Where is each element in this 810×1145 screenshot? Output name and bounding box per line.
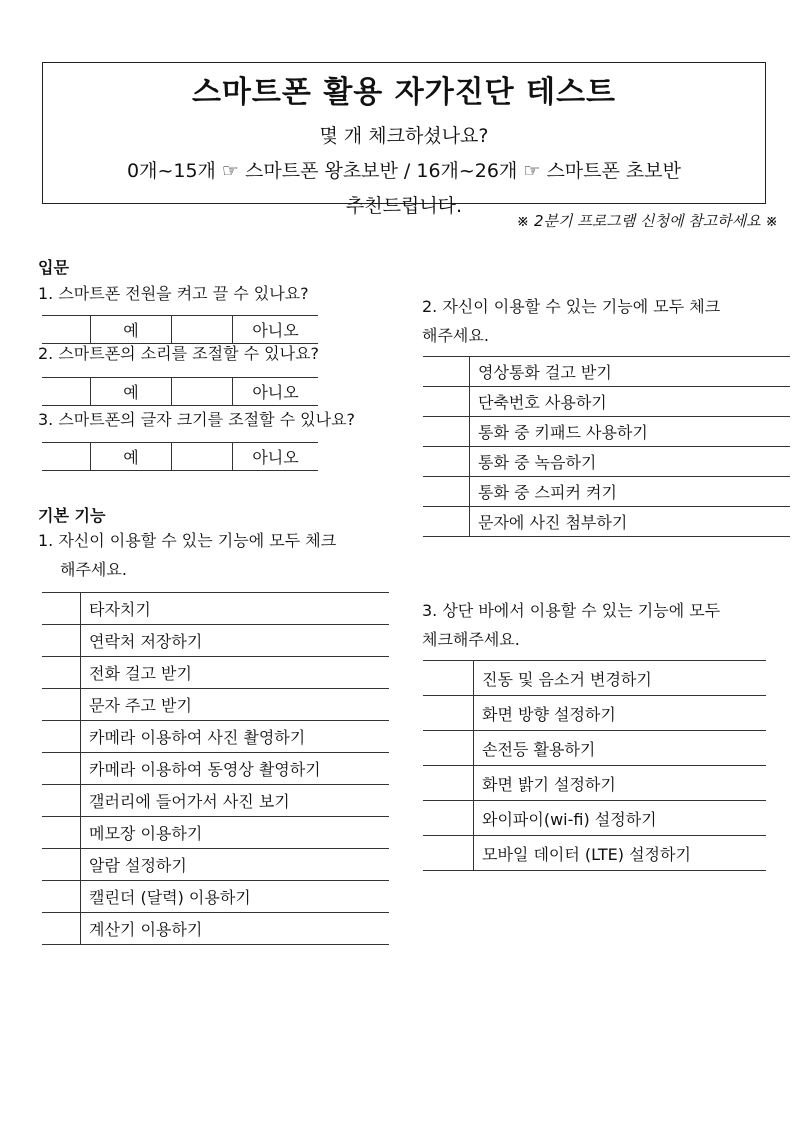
- check-cell[interactable]: [423, 696, 474, 731]
- checklist-item: 갤러리에 들어가서 사진 보기: [81, 785, 390, 817]
- checklist-item: 통화 중 키패드 사용하기: [470, 417, 791, 447]
- checklist-item: 모바일 데이터 (LTE) 설정하기: [474, 836, 767, 871]
- check-cell[interactable]: [423, 766, 474, 801]
- checklist-item: 메모장 이용하기: [81, 817, 390, 849]
- checklist-item: 카메라 이용하여 동영상 촬영하기: [81, 753, 390, 785]
- checklist-item: 통화 중 녹음하기: [470, 447, 791, 477]
- check-cell[interactable]: [423, 447, 470, 477]
- checklist-item: 와이파이(wi-fi) 설정하기: [474, 801, 767, 836]
- checklist-item: 알람 설정하기: [81, 849, 390, 881]
- no-label: 아니오: [233, 316, 319, 344]
- checklist-item: 손전등 활용하기: [474, 731, 767, 766]
- header-question: 몇 개 체크하셨나요?: [319, 125, 489, 147]
- intro-answer-table-2: [42, 377, 318, 406]
- right-question-2-cont: 해주세요.: [422, 326, 489, 345]
- check-cell[interactable]: [42, 849, 81, 881]
- check-cell[interactable]: [423, 661, 474, 696]
- check-cell[interactable]: [42, 753, 81, 785]
- check-cell[interactable]: [423, 387, 470, 417]
- right-question-3: 3. 상단 바에서 이용할 수 있는 기능에 모두: [422, 601, 721, 620]
- check-cell[interactable]: [423, 507, 470, 537]
- basic-checklist: [42, 592, 389, 945]
- basic-question-1: 1. 자신이 이용할 수 있는 기능에 모두 체크: [38, 531, 337, 550]
- checklist-item: 통화 중 스피커 켜기: [470, 477, 791, 507]
- check-cell[interactable]: [423, 477, 470, 507]
- basic-section-title: 기본 기능: [38, 506, 106, 525]
- checklist-item: 단축번호 사용하기: [470, 387, 791, 417]
- checklist-item: 연락처 저장하기: [81, 625, 390, 657]
- checklist-item: 계산기 이용하기: [81, 913, 390, 945]
- check-cell[interactable]: [423, 417, 470, 447]
- basic-question-1-cont: 해주세요.: [60, 560, 127, 579]
- checklist-item: 화면 방향 설정하기: [474, 696, 767, 731]
- intro-question-3: 3. 스마트폰의 글자 크기를 조절할 수 있나요?: [38, 410, 356, 429]
- check-cell[interactable]: [42, 913, 81, 945]
- no-check-cell[interactable]: [172, 443, 233, 471]
- no-check-cell[interactable]: [172, 378, 233, 406]
- checklist-item: 캘린더 (달력) 이용하기: [81, 881, 390, 913]
- yes-label: 예: [91, 378, 172, 406]
- check-cell[interactable]: [423, 731, 474, 766]
- right-question-3-cont: 체크해주세요.: [422, 630, 520, 649]
- yes-label: 예: [91, 316, 172, 344]
- header-recommend: 추천드립니다.: [345, 195, 463, 217]
- check-cell[interactable]: [42, 593, 81, 625]
- check-cell[interactable]: [42, 689, 81, 721]
- no-label: 아니오: [233, 378, 319, 406]
- intro-question-2: 2. 스마트폰의 소리를 조절할 수 있나요?: [38, 344, 320, 363]
- checklist-item: 문자 주고 받기: [81, 689, 390, 721]
- yes-label: 예: [91, 443, 172, 471]
- right-question-2: 2. 자신이 이용할 수 있는 기능에 모두 체크: [422, 297, 721, 316]
- checklist-item: 영상통화 걸고 받기: [470, 357, 791, 387]
- intro-answer-table-3: [42, 442, 318, 471]
- check-cell[interactable]: [42, 657, 81, 689]
- checklist-item: 카메라 이용하여 사진 촬영하기: [81, 721, 390, 753]
- checklist-item: 타자치기: [81, 593, 390, 625]
- page-title: 스마트폰 활용 자가진단 테스트: [191, 75, 617, 110]
- checklist-item: 전화 걸고 받기: [81, 657, 390, 689]
- check-cell[interactable]: [42, 721, 81, 753]
- yes-check-cell[interactable]: [42, 378, 91, 406]
- check-cell[interactable]: [423, 357, 470, 387]
- check-cell[interactable]: [42, 817, 81, 849]
- no-label: 아니오: [233, 443, 319, 471]
- checklist-item: 진동 및 음소거 변경하기: [474, 661, 767, 696]
- header-box: [42, 62, 766, 217]
- q2-checklist: [423, 356, 790, 537]
- check-cell[interactable]: [42, 625, 81, 657]
- check-cell[interactable]: [423, 836, 474, 871]
- intro-question-1: 1. 스마트폰 전원을 켜고 끌 수 있나요?: [38, 284, 309, 303]
- yes-check-cell[interactable]: [42, 443, 91, 471]
- check-cell[interactable]: [423, 801, 474, 836]
- check-cell[interactable]: [42, 881, 81, 913]
- header-levels: 0개~15개 ☞ 스마트폰 왕초보반 / 16개~26개 ☞ 스마트폰 초보반: [127, 160, 681, 182]
- checklist-item: 화면 밝기 설정하기: [474, 766, 767, 801]
- q3-checklist: [423, 660, 766, 871]
- check-cell[interactable]: [42, 785, 81, 817]
- intro-section-title: 입문: [38, 258, 69, 277]
- header-note: ※ 2분기 프로그램 신청에 참고하세요 ※: [516, 212, 778, 230]
- checklist-item: 문자에 사진 첨부하기: [470, 507, 791, 537]
